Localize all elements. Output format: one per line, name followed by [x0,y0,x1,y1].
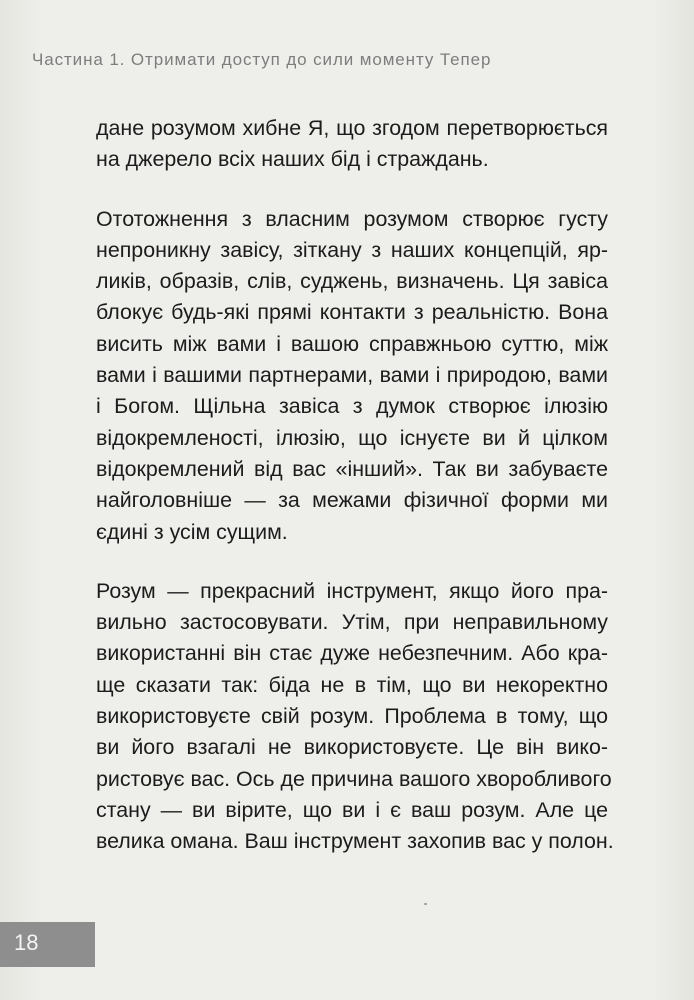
text-line: найголовніше — за межами фізичної форми ми [96,488,608,513]
paper-speck [424,903,427,905]
text-line: Розум — прекрасний інструмент, якщо його пра- [96,578,608,603]
text-line: стану — ви вірите, що ви і є ваш розум. Але це [96,797,608,822]
body-text [96,113,614,886]
paragraph-2 [96,204,608,548]
text-line: відокремлений від вас «інший». Так ви забуваєте [96,456,608,481]
text-line: на джерело всіх наших бід і страждань. [96,147,489,172]
text-line: велика омана. Ваш інструмент захопив вас у полон. [96,829,614,854]
text-line: ви його взагалі не використовуєте. Це він вико- [96,735,608,760]
text-line: вильно застосовувати. Утім, при неправильному [96,610,608,635]
text-line: і Богом. Щільна завіса з думок створює ілюзію [96,394,608,419]
text-line: ликів, образів, слів, суджень, визначень. Ця завіса [96,269,608,294]
paragraph-3 [96,576,614,858]
page-number-tab [0,922,95,967]
text-line: вами і вашими партнерами, вами і природою, вами [96,363,608,388]
paragraph-1 [96,113,608,176]
text-line: використанні він стає дуже небезпечним. Або кра- [96,641,608,666]
running-header: Частина 1. Отримати доступ до сили моменту Тепер [32,50,492,69]
text-line: Ототожнення з власним розумом створює густу [96,206,608,231]
text-line: відокремленості, ілюзію, що існуєте ви й цілком [96,425,608,450]
text-line: ристовує вас. Ось де причина вашого хворобливого [96,766,612,791]
text-line: непроникну завісу, зіткану з наших концепцій, яр- [96,237,608,262]
text-line: дане розумом хибне Я, що згодом перетворюється [96,116,608,140]
text-line: використовуєте свій розум. Проблема в тому, що [96,704,608,729]
text-line: висить між вами і вашою справжньою суттю, між [96,331,608,356]
page-number: 18 [14,930,39,955]
text-line: єдині з усім сущим. [96,519,288,544]
text-line: ще сказати так: біда не в тім, що ви некоректно [96,672,608,697]
text-line: блокує будь-які прямі контакти з реальністю. Вона [96,300,608,325]
